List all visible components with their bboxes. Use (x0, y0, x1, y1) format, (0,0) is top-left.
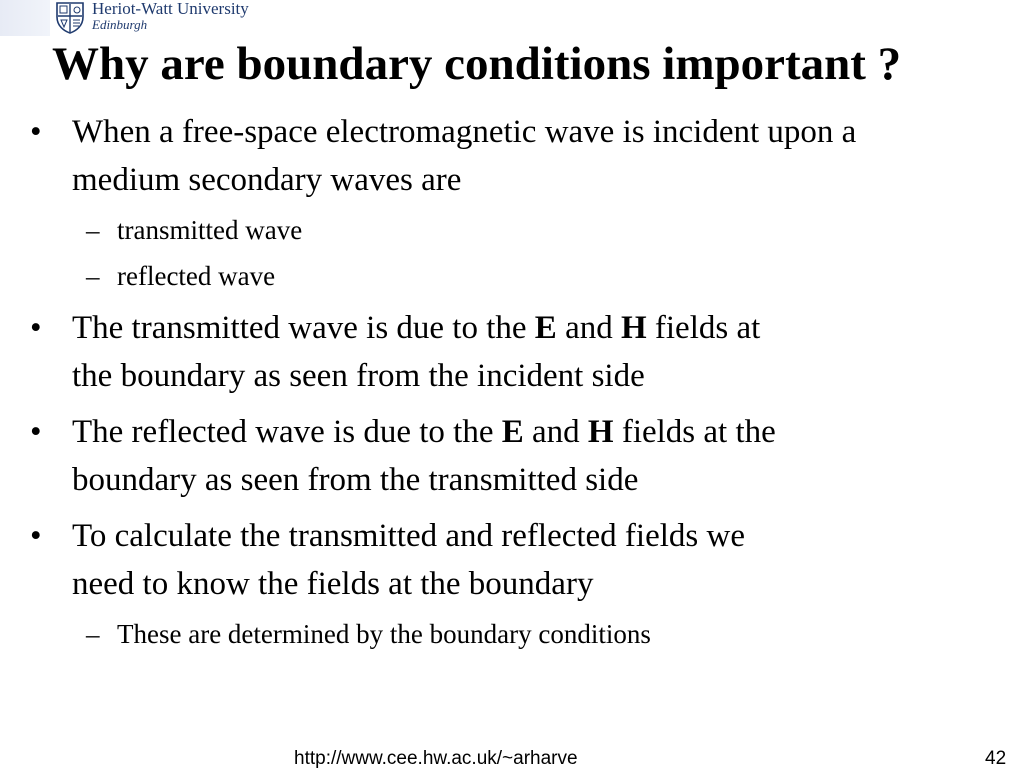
bullet-3-text-a: The reflected wave is due to the (72, 414, 502, 450)
e-field-symbol: E (501, 414, 524, 450)
sub-bullet-reflected (30, 256, 970, 296)
bullet-2 (30, 304, 970, 400)
sub-bullet-marker: – (86, 215, 100, 245)
logo-background (0, 0, 50, 36)
bullet-1 (30, 108, 952, 204)
slide-content (30, 108, 970, 654)
crest-icon (55, 1, 85, 34)
university-name: Heriot-Watt University (92, 0, 249, 18)
bullet-3-text-c: boundary as seen from the transmitted side (72, 462, 639, 498)
bullet-marker: • (30, 114, 42, 150)
bullet-4-text-b: need to know the fields at the boundary (72, 566, 594, 602)
campus-name: Edinburgh (92, 17, 148, 32)
sub-bullet-marker: – (86, 619, 100, 649)
sub-bullet-text: reflected wave (117, 261, 276, 291)
h-field-symbol: H (587, 414, 614, 450)
bullet-marker: • (30, 414, 42, 450)
bullet-4 (30, 512, 970, 608)
sub-bullet-text: These are determined by the boundary conditions (117, 619, 651, 649)
bullet-3 (30, 408, 970, 504)
h-field-symbol: H (620, 310, 647, 346)
bullet-3-and: and (523, 414, 588, 450)
e-field-symbol: E (534, 310, 557, 346)
bullet-4-text-a: To calculate the transmitted and reflected fields we (72, 518, 745, 554)
page-number: 42 (985, 748, 1007, 768)
footer-url: http://www.cee.hw.ac.uk/~arharve (294, 748, 578, 768)
bullet-1-text: When a free-space electromagnetic wave is incident upon a medium secondary waves are (72, 114, 857, 198)
bullet-2-and: and (556, 310, 621, 346)
sub-bullet-text: transmitted wave (117, 215, 303, 245)
bullet-3-text-b: fields at the (613, 414, 776, 450)
bullet-2-text-b: fields at (646, 310, 761, 346)
sub-bullet-marker: – (86, 261, 100, 291)
bullet-2-text-c: the boundary as seen from the incident side (72, 358, 645, 394)
university-logo (0, 0, 282, 36)
bullet-2-text-a: The transmitted wave is due to the (72, 310, 535, 346)
bullet-marker: • (30, 518, 42, 554)
slide-title: Why are boundary conditions important ? (52, 38, 902, 90)
sub-bullet-boundary-conditions (30, 614, 970, 654)
bullet-marker: • (30, 310, 42, 346)
sub-bullet-transmitted (30, 210, 970, 250)
